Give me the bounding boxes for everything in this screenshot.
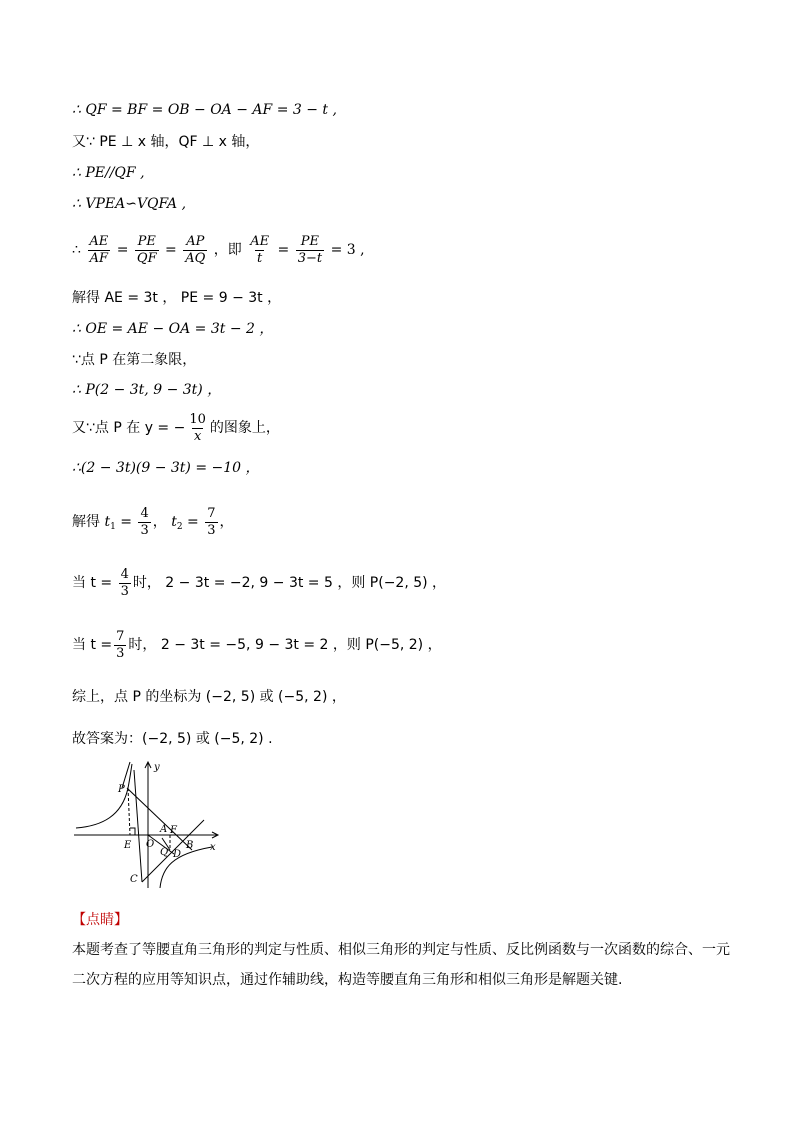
fraction: $\frac{PE}{3-t}$ (297, 233, 323, 266)
fraction: $\frac{PE}{QF}$ (136, 233, 157, 266)
line-pc (134, 770, 142, 882)
step-solve-ae-pe: 解得 AE = 3t ， PE = 9 − 3t ， (72, 290, 282, 306)
fraction: $\frac{AE}{AF}$ (89, 233, 109, 266)
label-y: y (154, 762, 160, 773)
fraction: $\frac{4}{3}$ (120, 566, 129, 599)
dashed-pe (128, 788, 130, 835)
fraction: $\frac{10}{x}$ (189, 411, 206, 444)
label-d: D (173, 849, 182, 860)
label-a: A (160, 824, 168, 835)
step-ratio: ∴ $\frac{AE}{AF}$ = $\frac{PE}{QF}$ = $\frac{AP}{AQ}$ ，即 $\frac{AE}{t}$ = $\frac{PE}{3-t}$ = 3 , (72, 233, 365, 266)
step-solve-t: 解得 $t_1$ = $\frac{4}{3}$ ， $t_2$ = $\frac{7}{3}$ ， (72, 505, 234, 538)
comment-section (72, 905, 732, 995)
step-on-graph: 又∵点 P 在 y = − $\frac{10}{x}$ 的图象上， (72, 411, 280, 444)
fraction: $\frac{4}{3}$ (140, 505, 149, 538)
step-case-t-7-3: 当 t = $\frac{7}{3}$ 时， 2 − 3t = −5, 9 − 3t = 2 ，则 P(−5, 2) ， (72, 628, 442, 661)
step-summary: 综上，点 P 的坐标为 (−2, 5) 或 (−5, 2) ， (72, 689, 346, 705)
label-b: B (186, 840, 194, 851)
step-perpendicular: 又∵ PE ⊥ x 轴，QF ⊥ x 轴， (72, 134, 260, 150)
comment-heading: 【点睛】 (72, 912, 128, 928)
fraction: $\frac{7}{3}$ (116, 628, 125, 661)
label-e: E (124, 840, 132, 851)
step-equation: ∴(2 − 3t)(9 − 3t) = −10 ， (72, 460, 260, 476)
comment-body: 本题考查了等腰直角三角形的判定与性质、相似三角形的判定与性质、反比例函数与一次函数的综合、一元二次方程的应用等知识点，通过作辅助线，构造等腰直角三角形和相似三角形是解题关键. (72, 942, 730, 988)
step-similar-triangles: ∴ VPEA∽VQFA , (72, 196, 187, 212)
label-q: Q (160, 847, 169, 858)
coordinate-figure (72, 758, 232, 893)
label-p: P (118, 784, 125, 795)
line-pa (127, 788, 192, 850)
label-f: F (170, 825, 177, 836)
step-answer: 故答案为：(−2, 5) 或 (−5, 2) . (72, 731, 273, 747)
step-oe: ∴ OE = AE − OA = 3t − 2 ， (72, 321, 274, 337)
label-x: x (210, 842, 216, 853)
label-c: C (130, 874, 138, 885)
step-case-t-4-3: 当 t = $\frac{4}{3}$ 时， 2 − 3t = −2, 9 − 3t = 5 ，则 P(−2, 5) ， (72, 566, 447, 599)
fraction: $\frac{AE}{t}$ (250, 233, 270, 266)
hyperbola-upper-branch (76, 764, 132, 828)
fraction: $\frac{7}{3}$ (207, 505, 216, 538)
right-angle-e (130, 828, 135, 835)
fraction: $\frac{AP}{AQ}$ (185, 233, 206, 266)
step-parallel: ∴ PE//QF , (72, 165, 145, 181)
step-p-coordinates: ∴ P(2 − 3t, 9 − 3t) ， (72, 382, 222, 398)
step-qf-equals-bf: ∴ QF = BF = OB − OA − AF = 3 − t , (72, 102, 337, 118)
label-o: O (146, 839, 155, 850)
step-second-quadrant: ∵点 P 在第二象限， (72, 352, 197, 368)
